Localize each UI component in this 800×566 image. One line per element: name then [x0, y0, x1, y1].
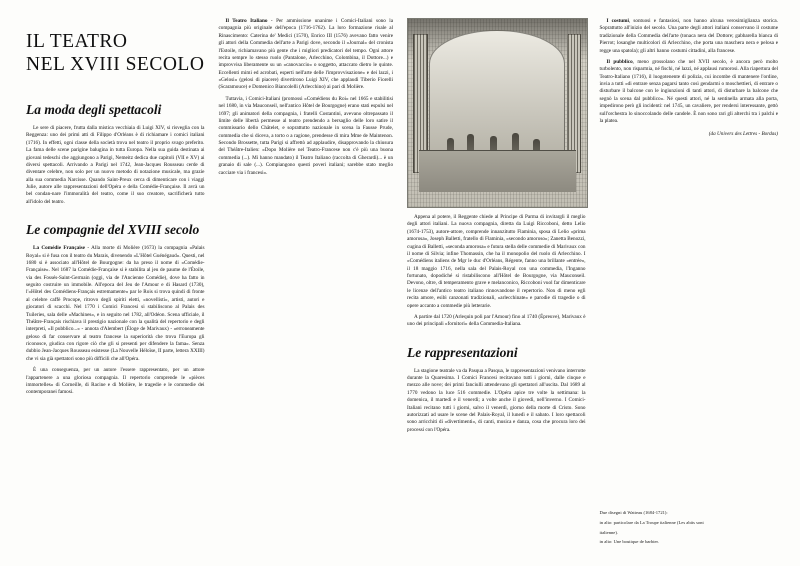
section-heading-compagnie: Le compagnie del XVIII secolo [26, 222, 200, 238]
column-2 [218, 18, 393, 552]
source-credit: (da Univers des Lettres - Bordas) [708, 131, 779, 138]
paragraph-pubblico [600, 59, 778, 125]
figure-caption-line-2: in alto: particolare da La Troupe italienne (Les abits sont [599, 520, 704, 526]
column-3 [407, 18, 585, 552]
title-line-2: NEL XVIII SECOLO [26, 54, 205, 75]
runin-pubblico: Il pubblico [606, 58, 633, 65]
column-layout [26, 18, 778, 552]
paragraph-compagnie-2: È una conseguenza, per un autore l'essere rappresentato, per un attore l'appartenere a una gloriosa compagnia. Il repertorio comprende le «pièces immortelles» di Corneille, di Racine e di Molière, le tragedie e le commedie dei contemporanei famosi. [26, 367, 205, 396]
paragraph-teatro-italiano-2: Tuttavia, i Comici-Italiani (promossi «Comédiens du Roi» nel 1665 e stabilitisi nel 1680, in via Mauconseil, nell'antico Hôtel de Bourgogne) erano stati espulsi nel 1697; gli animatori della compagnia, i fratelli Costantini, avevano oltrepassato il limite delle libertà permesse al teatro prendendo a bersaglio delle loro satire il commissario dello Châtelet, e soprattutto nazionale in scena la Fausse Prude, commedia che si diceva, a torto o a ragione, prendesse di mira Mme de Maintenon. Secondo Brossette, tutta Parigi si affrettò ad applaudire, disapprovando la chiusura del Théâtre-Italien: «Dopo Molière nel Teatro-Francese non c'è più una buona commedia (...). Mi hanno mandato) il Teatro Italiano (raccolta di Gherardi)... è un granaio di sale (...). Compiangono questi poveri italiani; sarebbe stato meglio cacciare via i francesi». [218, 95, 394, 176]
paragraph-teatro-italiano-1-body: - Per ammissione unanime i Comici-Italiani sono la compagnia più originale dell'epoca (1716-1762). La loro formazione risale al Rinascimento: Caterina de' Medici (1570), Enrico III (1576) avevano fatto venire gli attori della Commedia dell'arte a Parigi dove, secondo il «Journal» del cronista l'Estoile, richiamavano più gente che i migliori predicatori del tempo. Ogni attore recita sempre lo stesso ruolo (Pantalone, Arlecchino, Colombina, il Dottore...) e improvvisa liberamente su un «canovaccio» o soggetto, attaccato dietro le quinte. Eccellenti mimi ed acrobati, esperti nell'arte delle l'improvvisazione» e dei lazzi, i «Gelosi» (gelosi di piacere) divertirono Luigi XIV, che applaudì Tiberio Fiorelli (Scaramouce) e Domenico Biancolelli (Arlecchino) ai pari di Molière. [218, 18, 394, 91]
paragraph-moda-1: Le sere di piacere, frutta dalla mistica vecchiaia di Luigi XIV, si risveglia con la Reggenza: uno dei primi atti di Filippo d'Orléans è di richiamare i comici italiani (1716). In effetti, ogni classe della società trova nel teatro il proprio svago preferito. La fama delle scene parigine balugina in tutta Europa. Nella sua guida destinata ai giovani tedeschi che aggiungono a Parigi, Nemeitz dedica due capitoli (VII e XV) ai diversi spettacoli. Arrivando a Parigi nel 1742, Jean-Jacques Rousseau cerde di diventare celebre, non solo per un nuovo metodo di notazione musicale, ma grazie alla sua commedia Narcisse. Quando Saint-Preux cerca di dimenticare con i viaggi Julie, autore alle rappresentazioni dell'Opéra e della Comédie-Française. Il avrà un bel condan-nare l'immoralità del teatro, come il suo creatore, sacrificherà tutto all'idolo del teatro. [26, 125, 205, 205]
engraving-arch [429, 30, 565, 150]
paragraph-pubblico-body: , meno grossolano che nel XVII secolo, è ancora però molto turbolento, non risparmia, né fischi, né lazzi, né applausi rumorosi. Alla riapertura del Teatro-Italiano (1716), il luogotenente di polizia, cui incombe di mantenere l'ordine, invia a tutti «di entrare senza pagarsi tanto così gendarmi o moschettieri, di entrare o disturbare il balcone con le ingiunzioni di tanti attori, di disturbare la balcone che segnò la scena dal pubblico». Né questi attori, né la sentinella armata alla porta, impedirono però gli incidenti: nel 1745, un cavaliere, per rendersi interessante, gettò sull'orchestra lo sinoccolando delle candele. È non sono rari gli alterchi tra i palchi e la platea. [599, 58, 779, 124]
paragraph-comedie-francaise-body: - Alla morte di Molière (1673) la compagnia «Palais Royal» si è fusa con il teatro du Marais, divenendo «L'Hôtel Guénégaud». Questi, nel 1680 si è associato all'Hôtel de Bourgogne: da ha preso il nome di «Comédie-Française». Nel 1687 la Comédie-Française si è stabilita al jeu de paume de l'Étoile, via des Fossés-Saint-Germain (oggi, via de l'Ancienne Comédie), dove ha fatto in seguito costruire un immobile. All'epoca del Jeu de l'Amour e di Hasard (1730), l'«Hôtel des Comédiens-Français estremamente» par le Rois si trova quindi di fronte al celebre caffè Procope, ritrovo degli spiriti eletti, «novellisti», artisti, autori e giocatori di scacchi. Nel 1770 i Comici Francesi si stabiliscono al Palais des Tuileries, sala delle «Machines», e in seguito nel 1782, all'Odéon. Scena ufficiale, il Théâtre-Français rischiava il prestigio nazionale con la qualità del repertorio e degli interpreti, «Il pubblico...» - annota d'Alembert (Éloge de Marivaux) - «erroneamente geloso di far conservare al teatro francese la superiorità che trova l'Europa gli riconosce, giudica con rigore ciò che gli si presenti per difendere la fama». Senza dubbio Jean-Jacques Rousseau esistesse (La Nouvelle Héloïse, II parte, lettera XXIII) che vi sia già spettatori sono più difficili che all'Opéra. [26, 245, 205, 362]
paragraph-teatro-italiano-4: A partire dal 1720 (Arlequin poli par l'Amour) fino al 1740 (Épreuve), Marivaux è uno dei principali «fornitori» della Commedia-Italiana. [407, 313, 586, 328]
engraving-troupe-italienne [407, 18, 587, 208]
engraving-stage [419, 150, 576, 192]
section-heading-moda: La moda degli spettacoli [26, 102, 162, 117]
paragraph-teatro-italiano-1 [218, 18, 393, 92]
runin-comedie-francaise: La Comédie Française [33, 245, 85, 252]
page-title [26, 30, 204, 76]
title-line-1: IL TEATRO [26, 31, 128, 52]
runin-teatro-italiano: Il Teatro Italiano [225, 18, 268, 24]
paragraph-comedie-francaise [26, 245, 204, 363]
paragraph-rappresentazioni-1: La stagione teatrale va da Pasqua a Pasqua, le rappresentazioni venivano interrotte durante la Quaresima. I Comici Francesi recitavano tutti i giorni, dalle cinque e mezzo alle nove; dei primi fanciulli attendevano gli spettatori all'uscita. Dal 1689 al 1770 vedono la luce 516 commedie. L'Opéra apice tre volte la settimana: la domenica, il martedì e il venerdì; a volte anche il giovedì, nell'inverno. I Comici-Italiani recitano tutti i giorni, salvo il venerdì, giorno della morte di Cristo. Sono autorizzati ad usare le scene del Palais-Royal, il lunedì e il sabato. I loro spettacoli sono arricchiti di «divertimenti», di canti, musica e danza, cosa che procura loro dei processi con l'Opéra. [407, 367, 586, 433]
figure-caption-line-1: Due disegni di Watteau (1684-1721): [599, 510, 668, 516]
paragraph-costumi-body: , sontuosi e fantasiosi, non hanno alcuna verosimiglianza storica. Soprattutto all'inizio del secolo. Una parte degli attori italiani conservano il costume tradizionale della Commedia dell'arte (tonaca nera del Dottore; gabbarella bianca di Pierrot; losanghe multicolori di Arlecchino, che porta una maschera nera e pelosa e regge una spatola); gli altri hanno costumi cittadini, alla francese. [599, 18, 779, 54]
figure-top [407, 18, 585, 208]
figure-caption-line-4: in alto: Une boutique de barbier. [599, 539, 659, 545]
column-1 [26, 18, 204, 552]
section-heading-rappresentazioni: Le rappresentazioni [407, 344, 518, 360]
figure-caption-block [600, 507, 778, 546]
paragraph-teatro-italiano-3: Appena al potere, il Reggente chiede al Principe di Parma di invitargli il meglio degli attori italiani. La nuova compagnia, diretta da Luigi Riccoboni, detto Lelio (1674-1753), autore-attore, comprende innanzitutto Flaminia, sposa di Lelio «prima amorosa», Joseph Balletti, fratello di Flaminia, «secondo amoroso»; Zanetta Benozzi, cugina di Balletti, «seconda amorosa» e futura stella delle commedie di Marivaux con il nome di Silvia; infine Thomassin, che ha il monopolio del ruolo di Arlecchino. I «Comédiens italiens de Mgr le duc d'Orléans, Régente, fanno una brillante «entrée», il 18 maggio 1716, nella sala del Palais-Royal con una commedia, l'Inganno fortunato, dopodiché si ristabiliscono all'Hôtel de Bourgogne, via Mauconseil. Devono, oltre, di temperamento grave e melanconico, Riccoboni vuol far dimenticare le licenze dell'antico teatro italiano rinnovandone il repertorio. Non di meno egli recita amore, esibì canzonati tradizionali, «arlecchinate» e parodie di tragedie o di opere accanto a commedie più letterarie. [407, 214, 586, 309]
figure-caption-line-3: italienne). [599, 529, 619, 535]
column-4 [600, 18, 778, 552]
runin-costumi: I costumi [606, 18, 629, 24]
paragraph-costumi [600, 18, 778, 55]
